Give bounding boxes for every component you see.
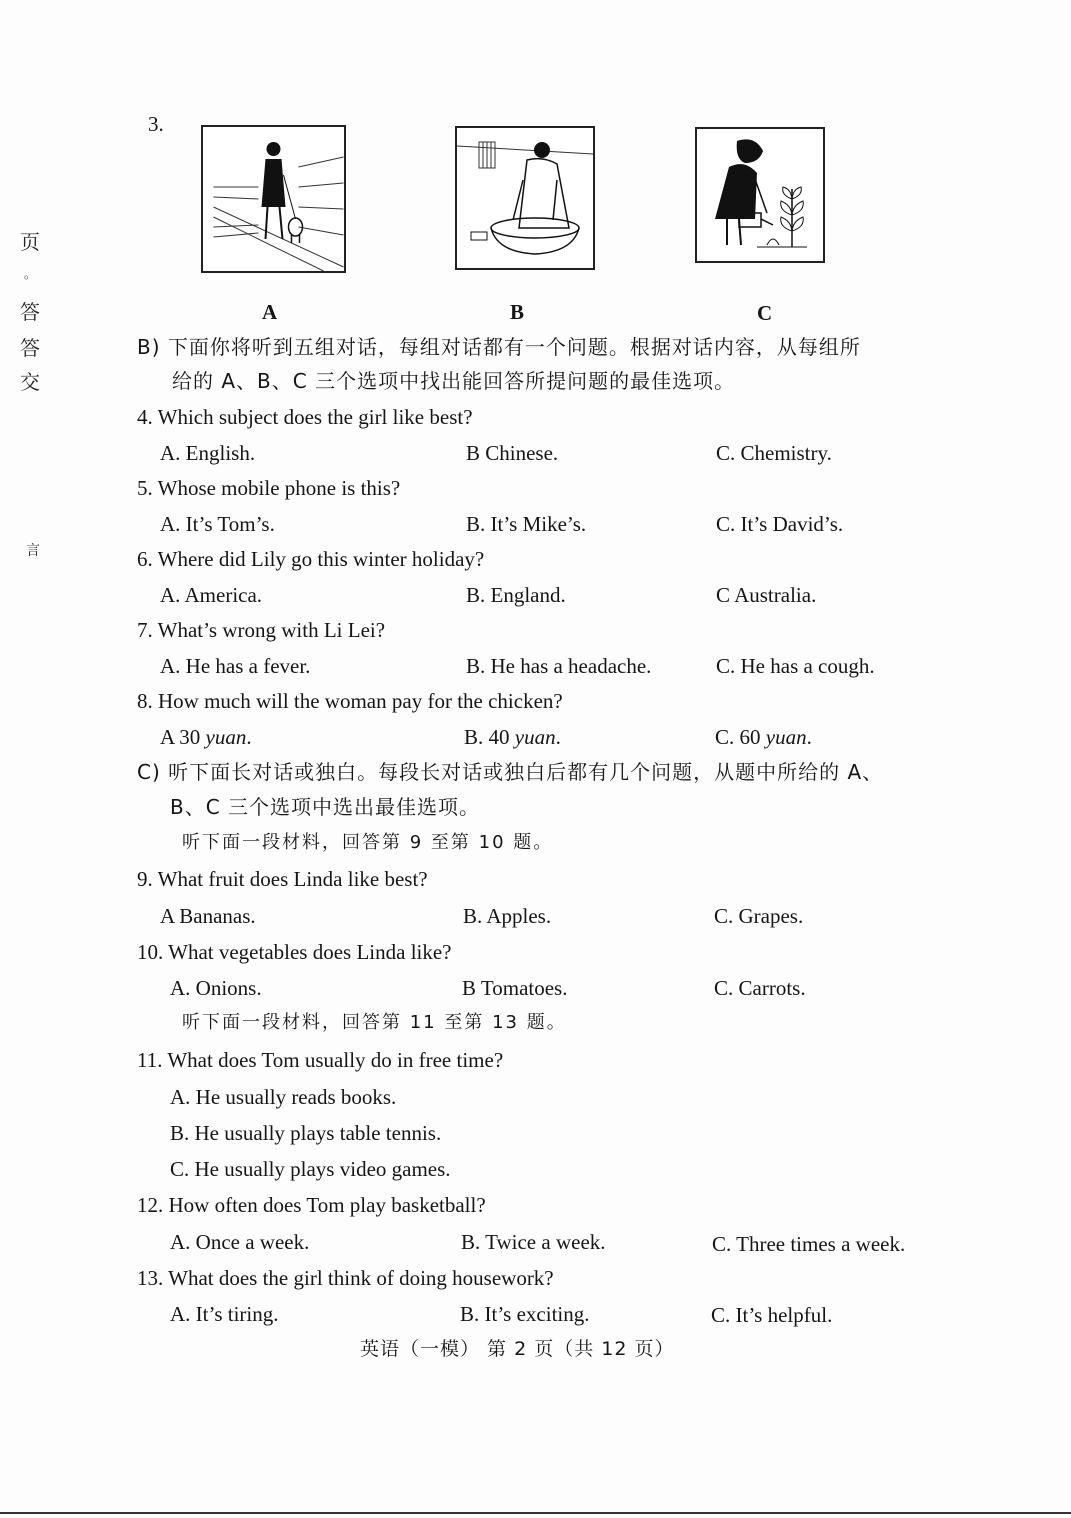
question-4: 4. Which subject does the girl like best?: [137, 405, 473, 429]
bottom-scan-edge: [0, 1512, 1071, 1514]
question-9: 9. What fruit does Linda like best?: [137, 867, 428, 891]
page-footer: 英语（一模） 第 2 页（共 12 页）: [360, 1338, 675, 1360]
question-7-option-b: B. He has a headache.: [466, 654, 652, 678]
question-8-option-a: A 30 yuan.: [160, 725, 252, 749]
question-6-option-b: B. England.: [466, 583, 566, 607]
margin-char-4: 答: [20, 336, 40, 360]
question-5-option-c: C. It’s David’s.: [716, 512, 844, 536]
question-11-option-b: B. He usually plays table tennis.: [170, 1121, 442, 1145]
section-c-instruction-line2: B、C 三个选项中选出最佳选项。: [170, 795, 481, 819]
question-13-option-a: A. It’s tiring.: [170, 1302, 279, 1326]
question-5: 5. Whose mobile phone is this?: [137, 476, 401, 500]
question-13-option-b: B. It’s exciting.: [460, 1302, 590, 1326]
woman-walking-dog-picture: [203, 127, 344, 271]
question-12: 12. How often does Tom play basketball?: [137, 1193, 486, 1217]
material-instruction-9-10: 听下面一段材料，回答第 9 至第 10 题。: [182, 832, 554, 853]
picture-a: [201, 125, 346, 273]
question-12-option-c: C. Three times a week.: [712, 1232, 906, 1256]
question-9-option-b: B. Apples.: [463, 904, 552, 928]
question-8-option-b: B. 40 yuan.: [464, 725, 561, 749]
question-9-option-a: A Bananas.: [160, 904, 256, 928]
question-13: 13. What does the girl think of doing housework?: [137, 1266, 554, 1290]
question-8: 8. How much will the woman pay for the chicken?: [137, 689, 563, 713]
woman-watering-plants-picture: [697, 129, 823, 261]
question-6-option-a: A. America.: [160, 583, 263, 607]
question-5-option-a: A. It’s Tom’s.: [160, 512, 275, 536]
question-8-option-c: C. 60 yuan.: [715, 725, 812, 749]
question-4-option-c: C. Chemistry.: [716, 441, 832, 465]
question-11-option-c: C. He usually plays video games.: [170, 1157, 451, 1181]
picture-label-a: A: [262, 300, 278, 324]
question-10-option-c: C. Carrots.: [714, 976, 806, 1000]
margin-char-1: 页: [20, 230, 40, 254]
material-instruction-11-13: 听下面一段材料，回答第 11 至第 13 题。: [182, 1012, 567, 1033]
picture-label-c: C: [757, 301, 773, 325]
question-7: 7. What’s wrong with Li Lei?: [137, 618, 386, 642]
question-9-option-c: C. Grapes.: [714, 904, 804, 928]
question-10-option-a: A. Onions.: [170, 976, 262, 1000]
picture-c: [695, 127, 825, 263]
question-12-option-b: B. Twice a week.: [461, 1230, 606, 1254]
picture-b: [455, 126, 595, 270]
picture-label-b: B: [510, 300, 525, 324]
question-6-option-c: C Australia.: [716, 583, 817, 607]
question-4-option-b: B Chinese.: [466, 441, 559, 465]
question-12-option-a: A. Once a week.: [170, 1230, 310, 1254]
margin-char-3: 答: [20, 300, 40, 324]
margin-char-2: 。: [24, 267, 37, 281]
question-11: 11. What does Tom usually do in free time?: [137, 1048, 504, 1072]
question-4-option-a: A. English.: [160, 441, 256, 465]
question-13-option-c: C. It’s helpful.: [711, 1303, 833, 1327]
margin-char-5: 交: [20, 370, 40, 394]
question-11-option-a: A. He usually reads books.: [170, 1085, 397, 1109]
question-5-option-b: B. It’s Mike’s.: [466, 512, 587, 536]
woman-washing-clothes-picture: [457, 128, 593, 268]
question-10-option-b: B Tomatoes.: [462, 976, 568, 1000]
question-3-number: 3.: [148, 112, 164, 136]
question-10: 10. What vegetables does Linda like?: [137, 940, 452, 964]
question-7-option-c: C. He has a cough.: [716, 654, 875, 678]
section-b-instruction-line2: 给的 A、B、C 三个选项中找出能回答所提问题的最佳选项。: [172, 369, 736, 393]
section-b-instruction-line1: B) 下面你将听到五组对话，每组对话都有一个问题。根据对话内容，从每组所: [137, 335, 861, 359]
margin-char-6: 言: [26, 543, 40, 559]
question-6: 6. Where did Lily go this winter holiday?: [137, 547, 485, 571]
question-7-option-a: A. He has a fever.: [160, 654, 311, 678]
section-c-instruction-line1: C) 听下面长对话或独白。每段长对话或独白后都有几个问题，从题中所给的 A、: [137, 760, 884, 784]
